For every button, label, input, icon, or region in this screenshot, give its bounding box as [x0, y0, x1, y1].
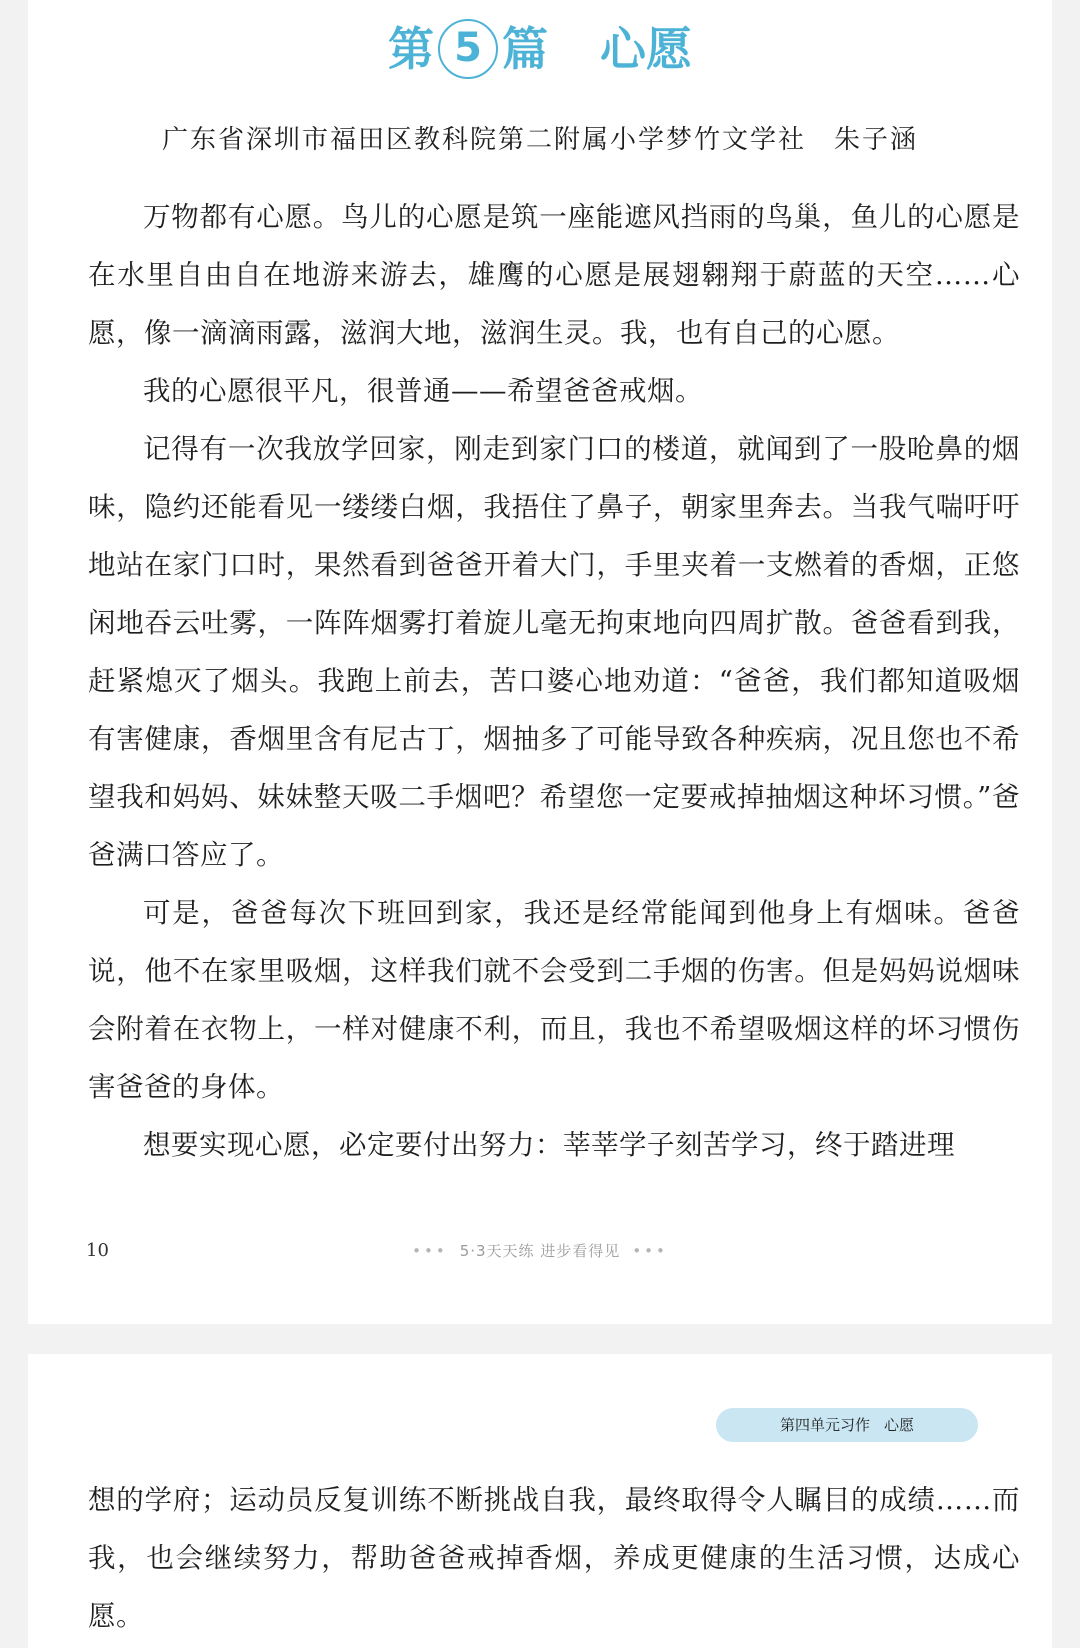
title-prefix: 第 — [388, 22, 434, 76]
school-name: 广东省深圳市福田区教科院第二附属小学梦竹文学社 — [161, 125, 806, 155]
title-suffix: 篇 — [502, 22, 548, 76]
unit-topic: 心愿 — [884, 1416, 915, 1434]
page-number: 10 — [86, 1240, 109, 1261]
paragraph: 想的学府；运动员反复训练不断挑战自我，最终取得令人瞩目的成绩……而我，也会继续努力，帮助爸爸戒掉香烟，养成更健康的生活习惯，达成心愿。 — [88, 1484, 1020, 1632]
article-body — [88, 188, 1020, 1174]
article-body-continued — [88, 1471, 1020, 1645]
title-number-circle: 5 — [438, 19, 498, 79]
paragraph: 想要实现心愿，必定要付出努力：莘莘学子刻苦学习，终于踏进理 — [143, 1129, 955, 1161]
footer-slogan-text: 5·3天天练 进步看得见 — [459, 1242, 621, 1260]
footer-dots-left: ••• — [412, 1242, 448, 1260]
footer-slogan — [28, 1240, 1052, 1261]
paragraph: 我的心愿很平凡，很普通——希望爸爸戒烟。 — [143, 375, 703, 407]
footer-dots-right: ••• — [632, 1242, 668, 1260]
unit-label: 第四单元习作 — [779, 1416, 870, 1434]
paragraph: 可是，爸爸每次下班回到家，我还是经常能闻到他身上有烟味。爸爸说，他不在家里吸烟，这样我们就不会受到二手烟的伤害。但是妈妈说烟味会附着在衣物上，一样对健康不利，而且，我也不希望吸烟这样的坏习惯伤害爸爸的身体。 — [88, 897, 1020, 1103]
page-1 — [28, 0, 1052, 1324]
page-2 — [28, 1354, 1052, 1648]
author-line — [28, 120, 1052, 160]
article-title — [28, 12, 1052, 86]
paragraph: 记得有一次我放学回家，刚走到家门口的楼道，就闻到了一股呛鼻的烟味，隐约还能看见一缕缕白烟，我捂住了鼻子，朝家里奔去。当我气喘吁吁地站在家门口时，果然看到爸爸开着大门，手里夹着一支燃着的香烟，正悠闲地吞云吐雾，一阵阵烟雾打着旋儿毫无拘束地向四周扩散。爸爸看到我，赶紧熄灭了烟头。我跑上前去，苦口婆心地劝道：“爸爸，我们都知道吸烟有害健康，香烟里含有尼古丁，烟抽多了可能导致各种疾病，况且您也不希望我和妈妈、妹妹整天吸二手烟吧？希望您一定要戒掉抽烟这种坏习惯。”爸爸满口答应了。 — [88, 433, 1020, 871]
paragraph: 万物都有心愿。鸟儿的心愿是筑一座能遮风挡雨的鸟巢，鱼儿的心愿是在水里自由自在地游来游去，雄鹰的心愿是展翅翱翔于蔚蓝的天空……心愿，像一滴滴雨露，滋润大地，滋润生灵。我，也有自己的心愿。 — [88, 201, 1020, 349]
unit-badge — [716, 1408, 978, 1442]
title-topic: 心愿 — [600, 22, 692, 76]
author-name: 朱子涵 — [834, 125, 919, 155]
